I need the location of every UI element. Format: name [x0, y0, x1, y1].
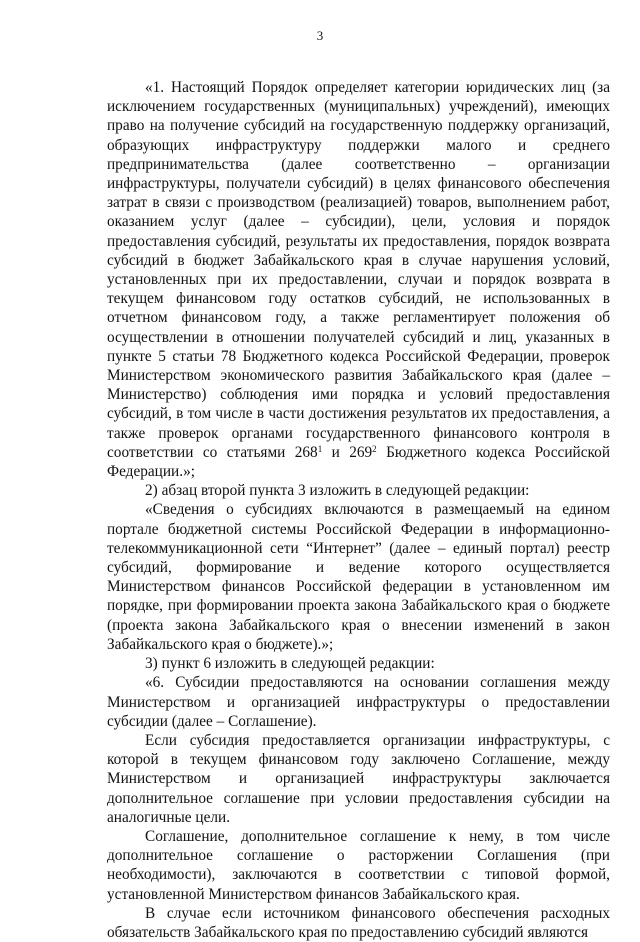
paragraph-1-text-middle: и 269 — [322, 443, 373, 461]
paragraph-7: Соглашение, дополнительное соглашение к нему, в том числе дополнительное соглашение о расторжении Соглашения (при необходимости), заключаются в соответствии с типовой формой, установленной Министерством финансов Забайкальского края. — [107, 827, 610, 903]
paragraph-1-text-end: Бюджетного кодекса Российской Федерации.»; — [107, 443, 610, 481]
paragraph-2: 2) абзац второй пункта 3 изложить в следующей редакции: — [145, 482, 530, 500]
document-body — [107, 78, 610, 942]
footnote-superscript-2: 2 — [372, 443, 377, 454]
paragraph-6: Если субсидия предоставляется организации инфраструктуры, с которой в текущем финансовом году заключено Соглашение, между Министерством и организацией инфраструктуры заключается дополнительное соглашение при условии предоставления субсидии на аналогичные цели. — [107, 731, 610, 826]
paragraph-1-text: «1. Настоящий Порядок определяет категории юридических лиц (за исключением государственных (муниципальных) учреждений), имеющих право на получение субсидий на государственную поддержку организаций, образующих инфраструктуру поддержки малого и среднего предпринимательства (далее соответственно – организации инфраструктуры, получатели субсидий) в целях финансового обеспечения затрат в связи с производством (реализацией) товаров, выполнением работ, оказанием услуг (далее – субсидии), цели, условия и порядок предоставления субсидий, результаты их предоставления, порядок возврата субсидий в бюджет Забайкальского края в случае нарушения условий, установленных при их предоставлении, случаи и порядок возврата в текущем финансовом году остатков субсидий, не использованных в отчетном финансовом году, а также регламентирует положения об осуществлении в отношении получателей субсидий и лиц, указанных в пункте 5 статьи 78 Бюджетного кодекса Российской Федерации, проверок Министерством экономического развития Забайкальского края (далее – Министерство) соблюдения ими порядка и условий предоставления субсидий, в том числе в части достижения результатов их предоставления, а также проверок органами государственного финансового контроля в соответствии со статьями 268 — [107, 79, 610, 461]
footnote-superscript-1: 1 — [317, 443, 323, 454]
page-number: 3 — [316, 28, 324, 43]
paragraph-5: «6. Субсидии предоставляются на основании соглашения между Министерством и организацией инфраструктуры о предоставлении субсидии (далее – Соглашение). — [107, 674, 610, 730]
paragraph-1 — [107, 78, 610, 481]
paragraph-3: «Сведения о субсидиях включаются в размещаемый на едином портале бюджетной системы Российской Федерации в информационно-телекоммуникационной сети “Интернет” (далее – единый портал) реестр субсидий, формирование и ведение которого осуществляется Министерством финансов Российской федерации в установленном им порядке, при формировании проекта закона Забайкальского края о бюджете (проекта закона Забайкальского края о внесении изменений в закон Забайкальского края о бюджете).»; — [107, 501, 610, 653]
paragraph-8: В случае если источником финансового обеспечения расходных обязательств Забайкальского края по предоставлению субсидий являются — [107, 904, 610, 941]
paragraph-4: 3) пункт 6 изложить в следующей редакции: — [145, 655, 435, 673]
